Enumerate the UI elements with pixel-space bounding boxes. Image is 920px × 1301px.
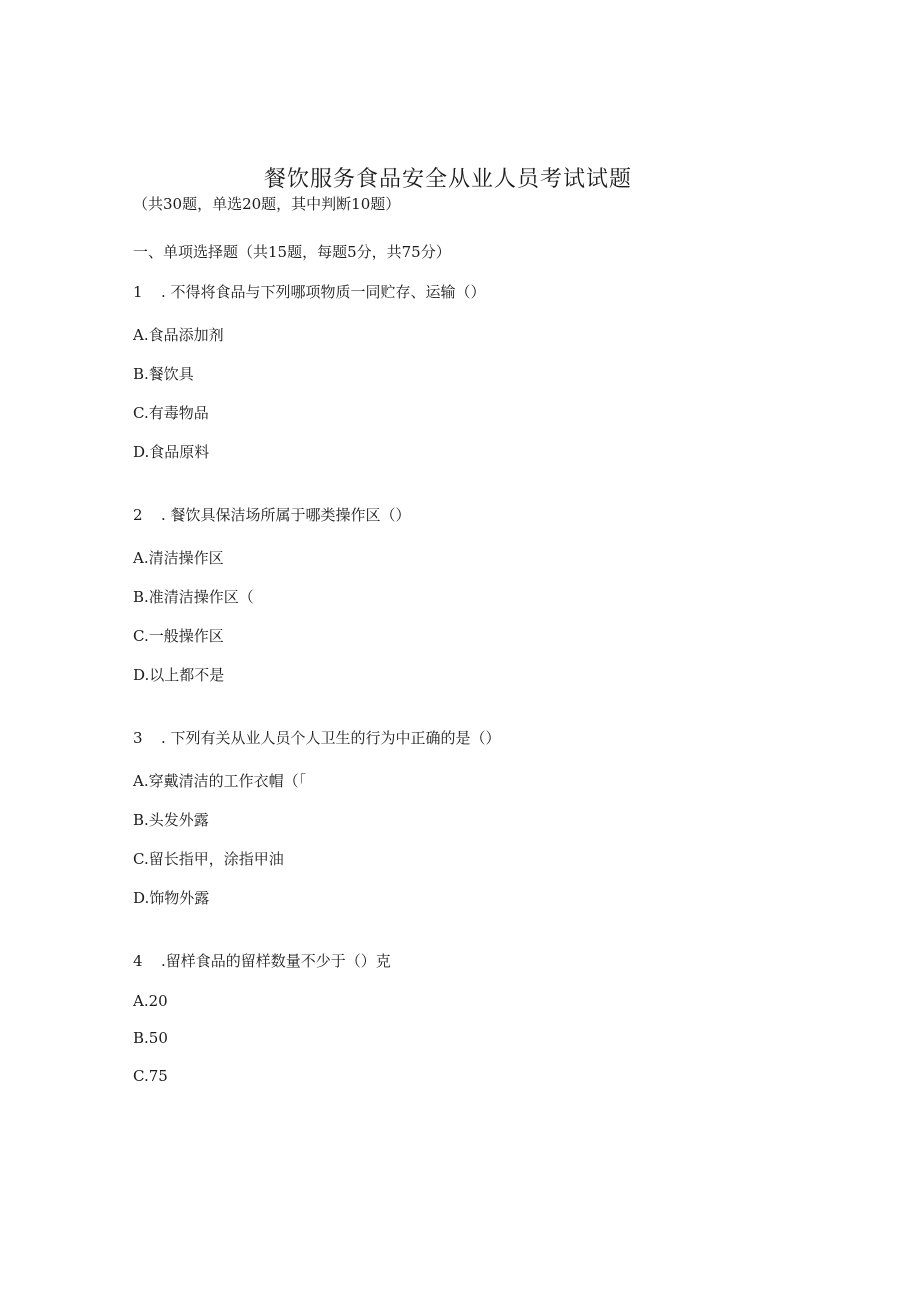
question-number: 3 xyxy=(133,729,143,747)
question-number: 4 xyxy=(133,952,143,970)
option-1b: B.餐饮具 xyxy=(133,365,194,383)
question-4 xyxy=(133,950,391,971)
question-text: . 餐饮具保洁场所属于哪类操作区（） xyxy=(161,506,411,524)
option-1d: D.食品原料 xyxy=(133,443,210,461)
question-text: . 不得将食品与下列哪项物质一同贮存、运输（） xyxy=(161,283,486,301)
option-2c: C.一般操作区 xyxy=(133,627,224,645)
option-3b: B.头发外露 xyxy=(133,811,209,829)
option-4c: C.75 xyxy=(133,1067,168,1085)
option-3c: C.留长指甲，涂指甲油 xyxy=(133,850,284,868)
question-1 xyxy=(133,281,486,302)
option-3a: A.穿戴清洁的工作衣帽（「 xyxy=(133,772,307,790)
question-number: 2 xyxy=(133,506,143,524)
option-4a: A.20 xyxy=(133,992,168,1010)
option-2d: D.以上都不是 xyxy=(133,666,225,684)
section-heading: 一、单项选择题（共15题，每题5分，共75分） xyxy=(133,243,451,261)
question-text: . 下列有关从业人员个人卫生的行为中正确的是（） xyxy=(161,729,501,747)
option-1c: C.有毒物品 xyxy=(133,404,209,422)
page-title: 餐饮服务食品安全从业人员考试试题 xyxy=(263,167,632,192)
option-3d: D.饰物外露 xyxy=(133,889,210,907)
question-2 xyxy=(133,504,411,525)
option-2b: B.准清洁操作区（ xyxy=(133,588,254,606)
option-1a: A.食品添加剂 xyxy=(133,326,224,344)
question-3 xyxy=(133,727,501,748)
question-text: .留样食品的留样数量不少于（）克 xyxy=(161,952,391,970)
option-2a: A.清洁操作区 xyxy=(133,549,224,567)
question-number: 1 xyxy=(133,283,143,301)
page-subtitle: （共30题，单选20题，其中判断10题） xyxy=(133,195,401,213)
option-4b: B.50 xyxy=(133,1029,168,1047)
